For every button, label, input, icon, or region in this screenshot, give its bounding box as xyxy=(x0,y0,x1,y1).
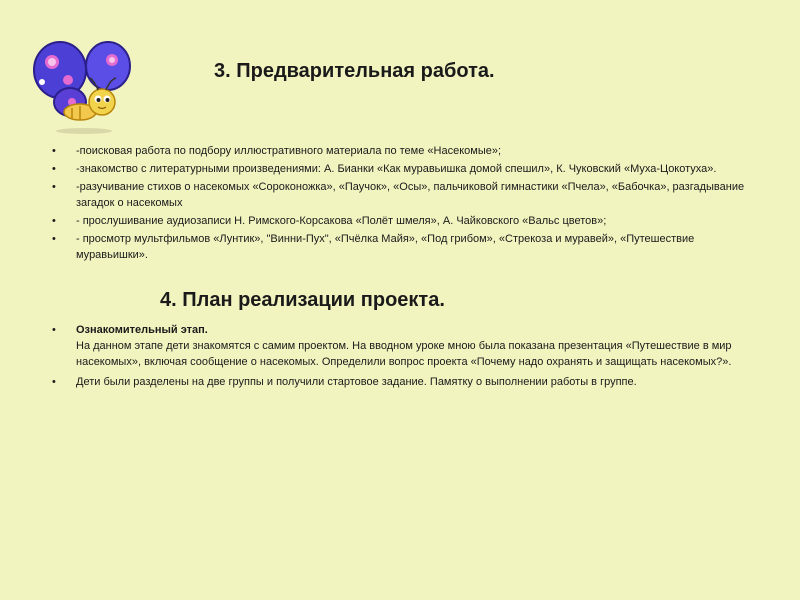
list-item-text: -разучивание стихов о насекомых «Сороконожка», «Паучок», «Осы», пальчиковой гимнастики «Пчела», «Бабочка», разгадывание загадок о насекомых xyxy=(76,181,745,209)
bullet: • xyxy=(52,181,56,193)
section-title-preliminary-work: 3. Предварительная работа. xyxy=(214,60,495,82)
list-item xyxy=(52,374,752,390)
bullet: • xyxy=(52,163,56,175)
list-item xyxy=(52,179,752,211)
bullet: • xyxy=(52,145,56,157)
bullet: • xyxy=(52,215,56,227)
list-item-text: Дети были разделены на две группы и получили стартовое задание. Памятку о выполнении работы в группе. xyxy=(76,376,637,388)
stage-description: На данном этапе дети знакомятся с самим проектом. На вводном уроке мною была показана презентация «Путешествие в мир насекомых», включая сообщение о насекомых. Определили вопрос проекта «Почему надо охранять и защищать насекомых?». xyxy=(76,340,732,368)
list-item-text: - просмотр мультфильмов «Лунтик», "Винни-Пух", «Пчёлка Майя», «Под грибом», «Стрекоза и муравей», «Путешествие муравьишки». xyxy=(76,233,695,261)
list-item-text: -знакомство с литературными произведениями: А. Бианки «Как муравьишка домой спешил», К. Чуковский «Муха-Цокотуха». xyxy=(76,163,717,175)
list-item xyxy=(52,161,752,177)
list-item xyxy=(52,231,752,263)
list-item-text: -поисковая работа по подбору иллюстративного материала по теме «Насекомые»; xyxy=(76,145,502,157)
preliminary-work-list xyxy=(52,143,752,265)
list-item-text: - прослушивание аудиозаписи Н. Римского-Корсакова «Полёт шмеля», А. Чайковского «Вальс цветов»; xyxy=(76,215,607,227)
project-plan-list xyxy=(52,322,752,394)
bullet: • xyxy=(52,324,56,336)
bullet: • xyxy=(52,376,56,388)
section-title-project-plan: 4. План реализации проекта. xyxy=(160,289,445,311)
bullet: • xyxy=(52,233,56,245)
butterfly-icon xyxy=(22,36,142,136)
list-item xyxy=(52,143,752,159)
list-item xyxy=(52,322,752,370)
stage-heading: Ознакомительный этап. xyxy=(76,324,208,336)
list-item xyxy=(52,213,752,229)
